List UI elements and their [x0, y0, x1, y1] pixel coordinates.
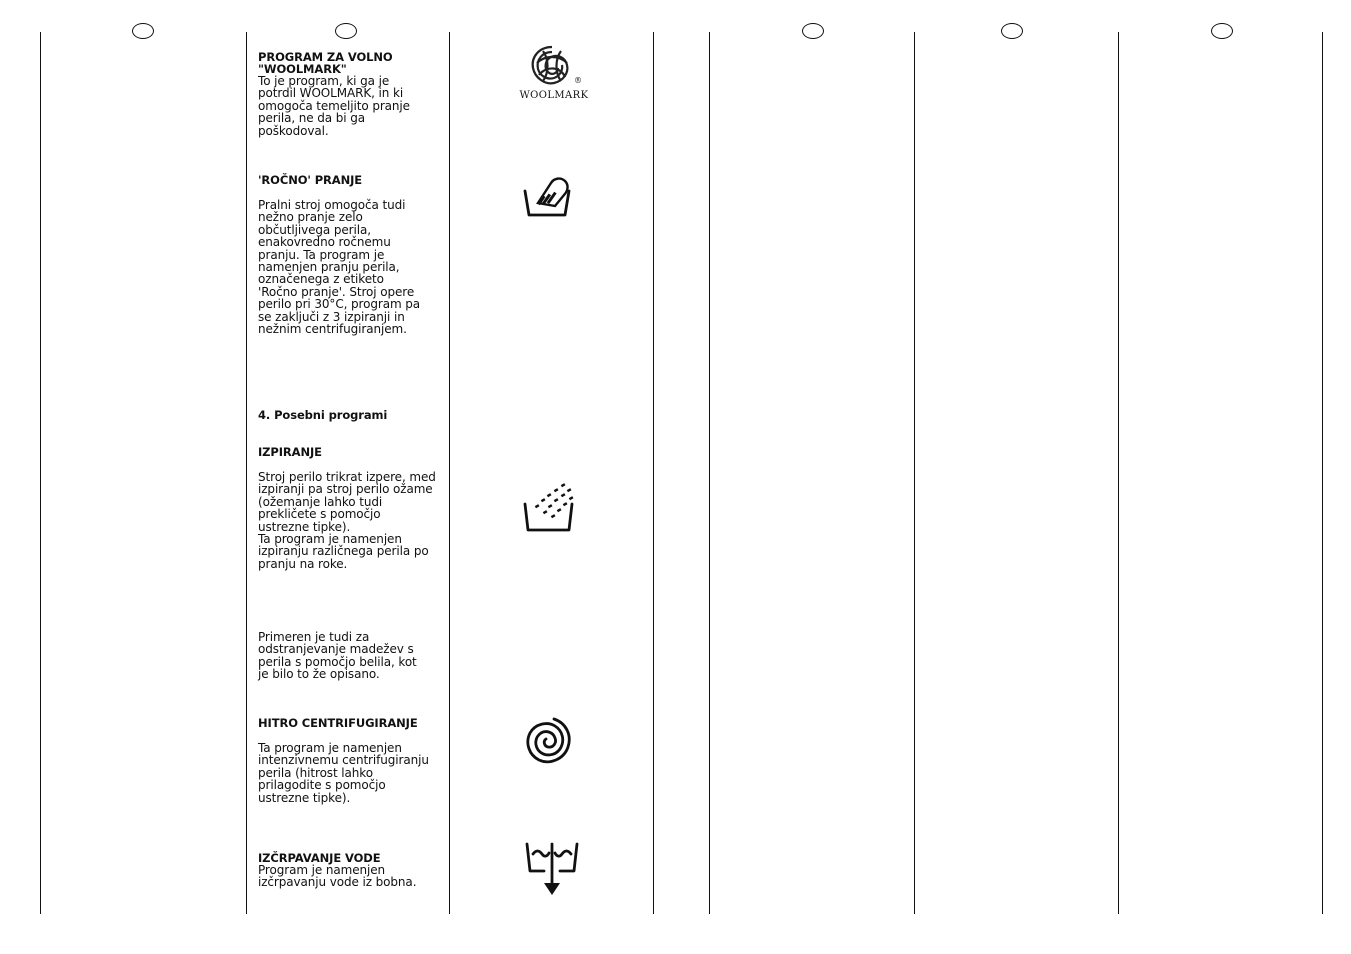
primeren-body: Primeren je tudi za odstranjevanje madežev s perila s pomočjo belila, kot je bilo to že opisano.: [258, 630, 417, 682]
rocno-heading: 'ROČNO' PRANJE: [258, 173, 363, 187]
rinse-icon: [521, 480, 579, 534]
drain-icon: [522, 841, 582, 897]
centrifugiranje-section: [258, 717, 444, 804]
rocno-body: Pralni stroj omogoča tudi nežno pranje zelo občutljivega perila, enakovredno ročnemu pranju. Ta program je namenjen pranju perila, označenega z etiketo 'Ročno pranje'. Stroj opere perilo pri 30°C, program pa se zaključi z 3 izpiranji in nežnim centrifugiranjem.: [258, 198, 421, 337]
woolmark-section: [258, 51, 444, 137]
spin-icon: [524, 715, 574, 767]
column-rule-3: [449, 32, 450, 914]
language-oval-2: [335, 23, 357, 39]
centrifugiranje-heading: HITRO CENTRIFUGIRANJE: [258, 716, 418, 730]
column-rule-2: [246, 32, 247, 914]
column-rule-6: [914, 32, 915, 914]
column-rule-8: [1322, 32, 1323, 914]
hand-wash-icon: [521, 173, 573, 219]
primeren-section: [258, 631, 444, 681]
woolmark-body: To je program, ki ga je potrdil WOOLMARK, in ki omogoča temeljito pranje perila, ne da bi ga poškodoval.: [258, 74, 410, 138]
column-rule-1: [40, 32, 41, 914]
rocno-section: [258, 174, 444, 335]
woolmark-label: WOOLMARK: [519, 90, 589, 101]
language-oval-4: [1001, 23, 1023, 39]
posebni-section: [258, 409, 444, 421]
column-rule-5: [709, 32, 710, 914]
language-oval-5: [1211, 23, 1233, 39]
registered-mark: ®: [574, 76, 582, 85]
izpiranje-body: Stroj perilo trikrat izpere, med izpiranji pa stroj perilo ožame (ožemanje lahko tudi prekličete s pomočjo ustrezne tipke). Ta program je namenjen izpiranju različnega perila po pranju na roke.: [258, 470, 436, 571]
woolmark-heading: PROGRAM ZA VOLNO "WOOLMARK": [258, 50, 393, 76]
izpiranje-heading: IZPIRANJE: [258, 445, 322, 459]
posebni-heading: 4. Posebni programi: [258, 408, 388, 422]
column-rule-4: [653, 32, 654, 914]
izcrpavanje-section: [258, 852, 444, 889]
izcrpavanje-body: Program je namenjen izčrpavanju vode iz bobna.: [258, 863, 417, 890]
centrifugiranje-body: Ta program je namenjen intenzivnemu centrifugiranju perila (hitrost lahko prilagodite s pomočjo ustrezne tipke).: [258, 741, 429, 805]
column-rule-7: [1118, 32, 1119, 914]
language-oval-3: [802, 23, 824, 39]
woolmark-logo: [527, 43, 577, 89]
language-oval-1: [132, 23, 154, 39]
izcrpavanje-heading: IZČRPAVANJE VODE: [258, 851, 381, 865]
izpiranje-section: [258, 446, 444, 570]
